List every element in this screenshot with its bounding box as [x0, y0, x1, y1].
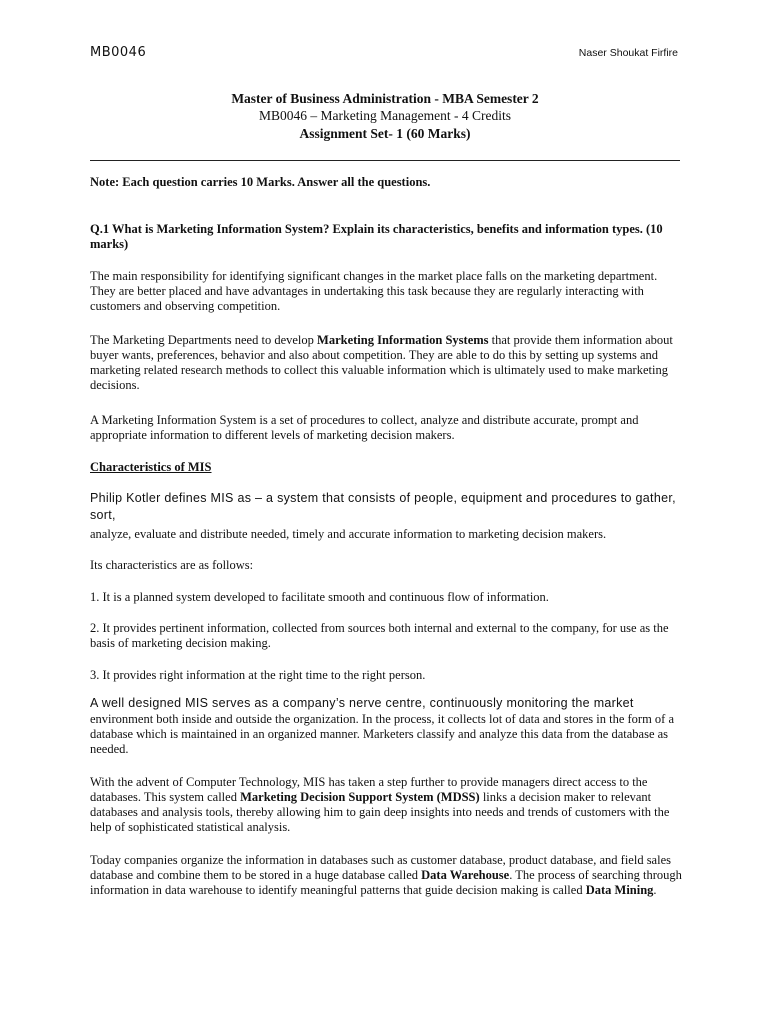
assignment-subtitle: Assignment Set- 1 (60 Marks) — [299, 126, 471, 141]
nerve-centre-continued: environment both inside and outside the organization. In the process, it collects lot of data and stores in the form of a database which is maintained in an organized manner. Marketers classify and analyze this data from the database as needed. — [90, 712, 674, 756]
course-subtitle: MB0046 – Marketing Management - 4 Credits — [259, 108, 511, 123]
section-heading-characteristics: Characteristics of MIS — [90, 460, 212, 474]
document-title: Master of Business Administration - MBA Semester 2 — [231, 91, 539, 106]
bold-term-data-warehouse: Data Warehouse — [421, 868, 510, 882]
paragraph-data-warehouse: Today companies organize the information in databases such as customer database, product database, and field sales database and combine them to be stored in a huge database called Data Warehouse. The process of searching through information in data warehouse to identify meaningful patterns that guide decision making is called Data Mining. — [90, 853, 682, 897]
paragraph-2: The Marketing Departments need to develop Marketing Information Systems that provide them information about buyer wants, preferences, behavior and also about competition. They are able to do this by setting up systems and marketing related research methods to collect this valuable information which is ultimately used to make marketing decisions. — [90, 333, 673, 392]
paragraph-1: The main responsibility for identifying significant changes in the market place falls on the marketing department. They are better placed and have advantages in undertaking this task because they are regularly interacting with customers and observing competition. — [90, 269, 658, 313]
characteristic-item-3: 3. It provides right information at the right time to the right person. — [90, 668, 426, 682]
kotler-definition-continued: analyze, evaluate and distribute needed, timely and accurate information to marketing decision makers. — [90, 527, 607, 541]
title-divider — [90, 160, 680, 161]
bold-term-data-mining: Data Mining — [585, 883, 654, 897]
nerve-centre-line: A well designed MIS serves as a company’s nerve centre, continuously monitoring the market — [90, 696, 634, 710]
kotler-definition-line: Philip Kotler defines MIS as – a system that consists of people, equipment and procedures to gather, sort, — [90, 491, 676, 522]
paragraph-3: A Marketing Information System is a set of procedures to collect, analyze and distribute accurate, prompt and appropriate information to different levels of marketing decision makers. — [90, 413, 639, 442]
characteristic-item-2: 2. It provides pertinent information, collected from sources both internal and external to the company, for use as the basis of marketing decision making. — [90, 621, 669, 650]
bold-term-mdss: Marketing Decision Support System (MDSS) — [240, 790, 480, 804]
note-text: Note: Each question carries 10 Marks. Answer all the questions. — [90, 175, 431, 189]
author-header: Naser Shoukat Firfire — [578, 47, 678, 59]
characteristic-item-1: 1. It is a planned system developed to facilitate smooth and continuous flow of information. — [90, 590, 549, 604]
paragraph-mdss: With the advent of Computer Technology, MIS has taken a step further to provide managers direct access to the databases. This system called Marketing Decision Support System (MDSS) links a decision maker to relevant databases and analysis tools, thereby allowing him to gain deep insights into needs and trends of customers with the help of sophisticated statistical analysis. — [90, 775, 670, 834]
question-heading: Q.1 What is Marketing Information System? Explain its characteristics, benefits and information types. (10 marks) — [90, 222, 663, 251]
characteristics-intro: Its characteristics are as follows: — [90, 558, 254, 572]
course-code-header: MB0046 — [90, 45, 147, 60]
bold-term-mis: Marketing Information Systems — [317, 333, 489, 347]
